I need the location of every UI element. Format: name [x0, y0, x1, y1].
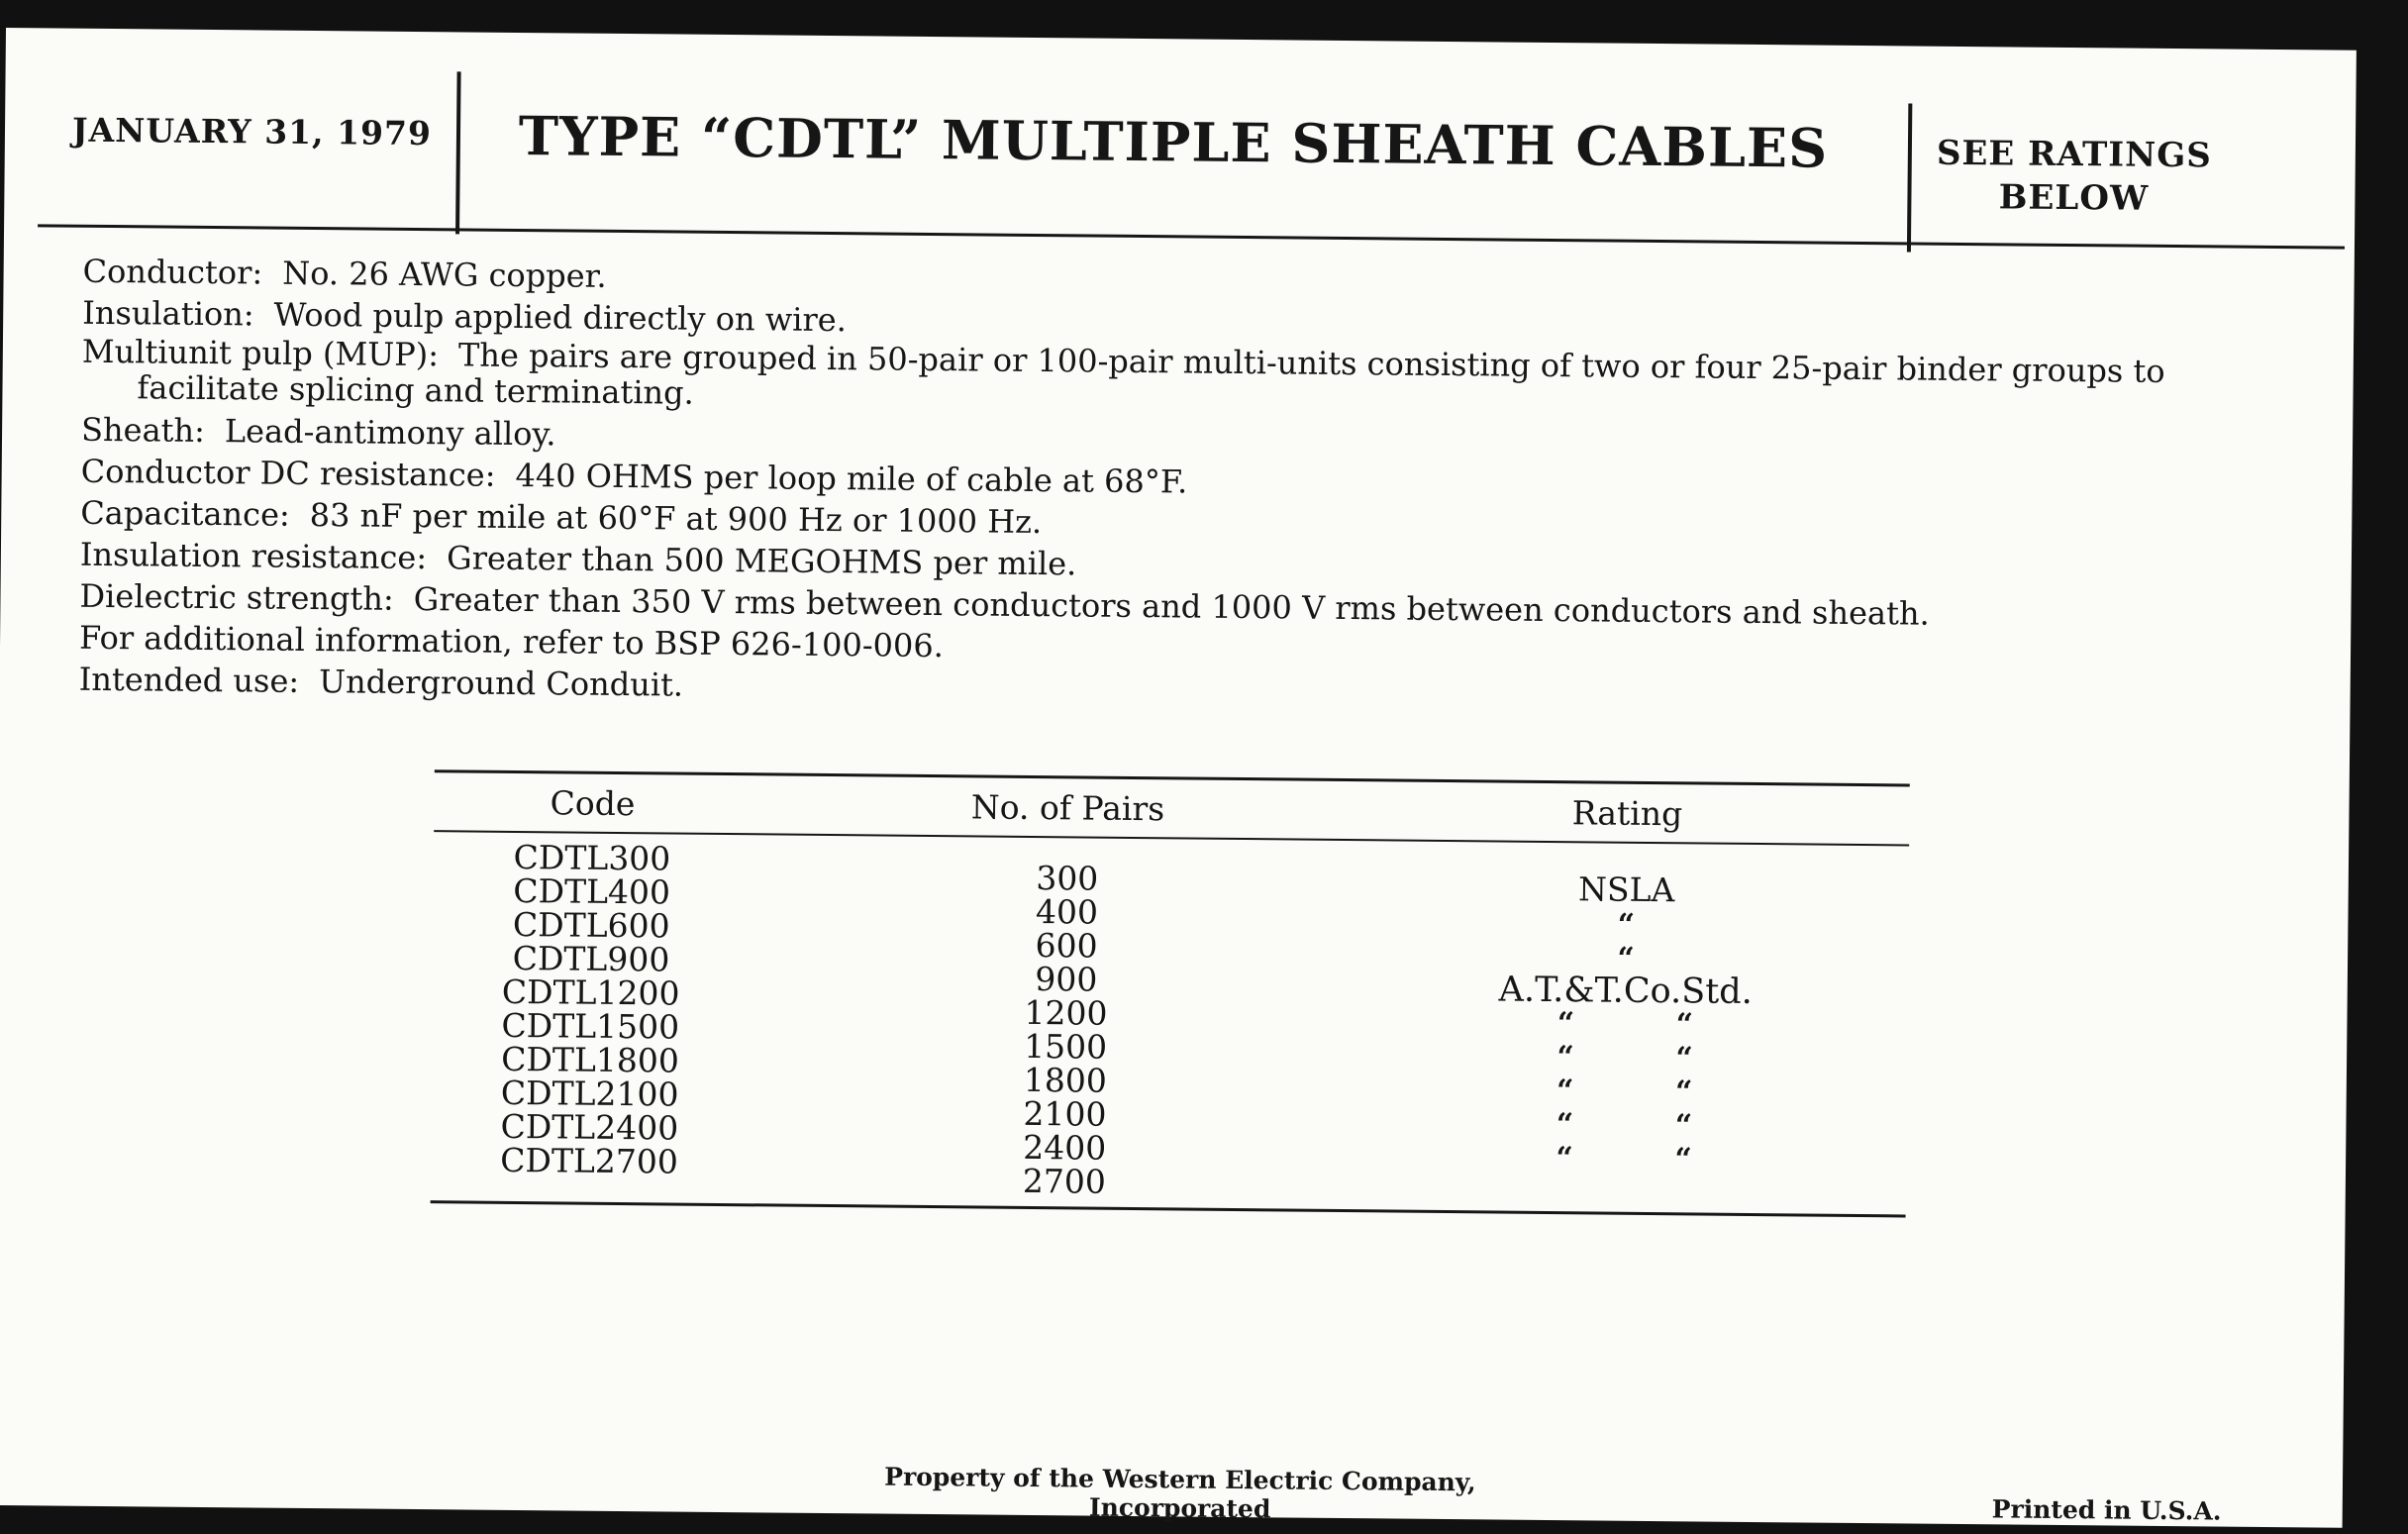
- ditto-mark: “: [1675, 1007, 1694, 1043]
- ditto-mark: “: [1674, 1074, 1693, 1110]
- ratings-note-line1: SEE RATINGS: [1936, 133, 2212, 176]
- spec-label: Capacitance:: [80, 493, 290, 534]
- rating-cell: A.T.&T.Co.Std.: [1498, 970, 1754, 1012]
- spec-label: Intended use:: [78, 660, 300, 700]
- ditto-mark: “: [1555, 1107, 1574, 1143]
- spec-label: Conductor:: [82, 252, 263, 292]
- spec-list: [78, 251, 2290, 721]
- rating-cell: [1343, 1039, 1907, 1077]
- spec-value: Greater than 350 V rms between conductors and 1000 V rms between conductors and sheath.: [413, 579, 1930, 633]
- code-cell: CDTL2400: [500, 1106, 679, 1148]
- header-divider-right: [1907, 103, 1912, 252]
- spec-value: Underground Conduit.: [318, 663, 684, 704]
- pairs-cell: 2400: [1023, 1127, 1107, 1168]
- rating-cell: [1342, 1106, 1906, 1145]
- spec-value: For additional information, refer to BSP 626-100-006.: [78, 618, 945, 665]
- pairs-cell: 300: [1036, 859, 1099, 898]
- ditto-mark: “: [1617, 907, 1636, 943]
- rating-column: [1342, 849, 1909, 1206]
- ratings-note-line2: BELOW: [1998, 177, 2150, 219]
- spec-value: 440 OHMS per loop mile of cable at 68°F.: [515, 456, 1188, 501]
- ditto-mark: “: [1556, 1040, 1574, 1075]
- code-column: [431, 837, 751, 1195]
- ditto-mark: “: [1675, 1041, 1693, 1076]
- spec-value: The pairs are grouped in 50-pair or 100-pair multi-units consisting of two or four 25-pair binder groups to facilitate splicing and terminating.: [137, 336, 2165, 412]
- pairs-column: [748, 843, 1345, 1201]
- ownership-notice: Property of the Western Electric Company, Incorporated: [884, 1462, 1476, 1524]
- code-cell: CDTL300: [513, 837, 671, 878]
- page-title: TYPE “CDTL” MULTIPLE SHEATH CABLES: [518, 103, 1829, 180]
- pairs-cell: 400: [1035, 892, 1099, 932]
- spec-label: Sheath:: [80, 410, 206, 450]
- pairs-cell: 2700: [1022, 1161, 1107, 1201]
- pairs-cell: 1800: [1023, 1060, 1108, 1100]
- issue-date: JANUARY 31, 1979: [71, 110, 433, 153]
- ditto-mark: “: [1555, 1141, 1573, 1176]
- spec-value: Lead-antimony alloy.: [224, 412, 556, 454]
- code-cell: CDTL1200: [501, 972, 680, 1013]
- rating-cell: [1343, 1073, 1907, 1111]
- rating-cell: [1344, 904, 1908, 943]
- code-cell: CDTL600: [512, 904, 670, 946]
- ditto-mark: “: [1674, 1142, 1692, 1177]
- ditto-mark: “: [1555, 1074, 1574, 1109]
- spec-label: Insulation resistance:: [79, 535, 428, 577]
- document-card: [0, 28, 2357, 1528]
- pairs-cell: 2100: [1023, 1093, 1107, 1134]
- spec-value: No. 26 AWG copper.: [282, 254, 607, 295]
- rating-cell: [1342, 1140, 1906, 1178]
- ditto-mark: “: [1556, 1006, 1575, 1042]
- column-header-pairs: No. of Pairs: [970, 786, 1165, 828]
- code-cell: CDTL2100: [500, 1073, 679, 1114]
- code-cell: CDTL400: [513, 870, 671, 912]
- code-cell: CDTL1500: [501, 1005, 680, 1047]
- spec-label: Dielectric strength:: [79, 576, 394, 618]
- pairs-cell: 600: [1035, 926, 1098, 966]
- rating-cell: NSLA: [1577, 869, 1675, 910]
- pairs-cell: 1500: [1023, 1026, 1108, 1067]
- ratings-table: [431, 769, 1910, 1217]
- spec-value: 83 nF per mile at 60°F at 900 Hz or 1000 Hz.: [309, 495, 1043, 542]
- ditto-mark: “: [1674, 1108, 1693, 1144]
- pairs-cell: 900: [1035, 960, 1098, 999]
- header-rule: [38, 224, 2345, 249]
- code-cell: CDTL900: [512, 938, 670, 979]
- ditto-mark: “: [1617, 941, 1635, 976]
- code-cell: CDTL1800: [501, 1039, 680, 1080]
- spec-label: Multiunit pulp (MUP):: [81, 332, 440, 374]
- code-cell: CDTL2700: [500, 1140, 679, 1181]
- column-header-code: Code: [550, 782, 636, 823]
- ratings-note: [1915, 132, 2233, 222]
- rating-cell: [1343, 1005, 1907, 1044]
- spec-label: Insulation:: [82, 293, 254, 334]
- column-header-rating: Rating: [1571, 792, 1683, 833]
- spec-label: Conductor DC resistance:: [80, 452, 496, 494]
- pairs-cell: 1200: [1024, 992, 1108, 1033]
- spec-value: Greater than 500 MEGOHMS per mile.: [446, 539, 1077, 583]
- table-body: [431, 832, 1910, 1214]
- spec-value: Wood pulp applied directly on wire.: [273, 295, 848, 340]
- print-notice: Printed in U.S.A.: [1991, 1494, 2222, 1526]
